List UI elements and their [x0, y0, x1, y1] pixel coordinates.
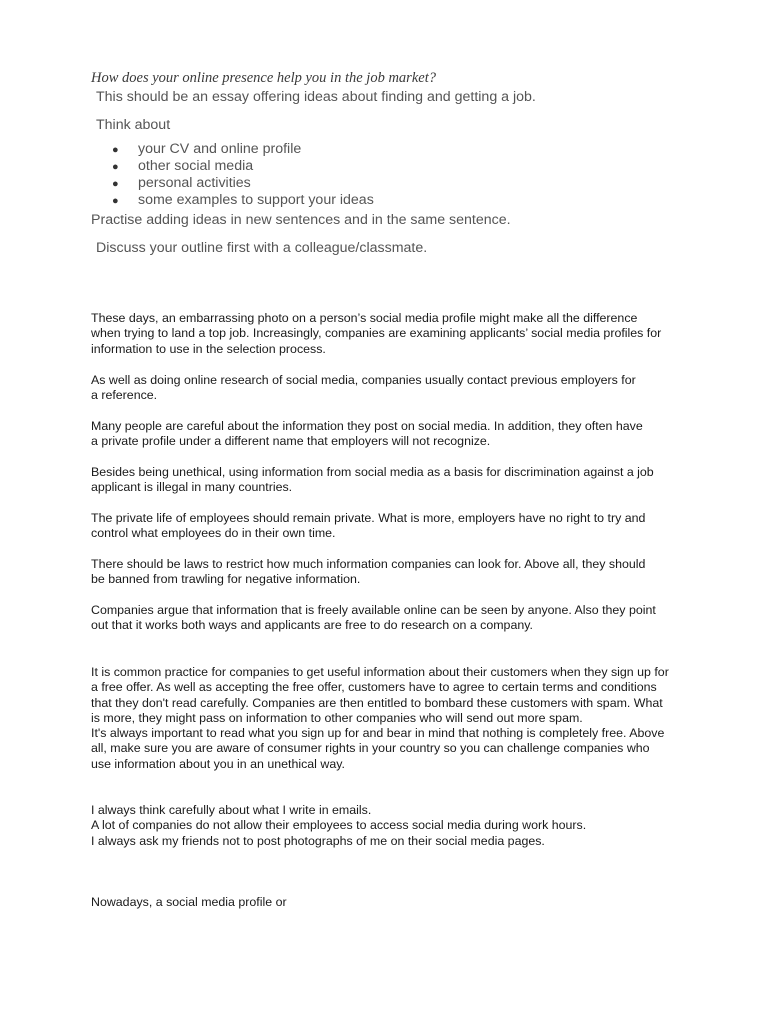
paragraph-line: be banned from trawling for negative information.	[91, 572, 361, 587]
paragraph-line: Many people are careful about the information they post on social media. In addition, they often have	[91, 419, 643, 433]
think-about-list	[112, 141, 374, 209]
paragraph	[91, 603, 711, 634]
paragraph	[91, 665, 711, 772]
paragraph-line: information to use in the selection process.	[91, 341, 326, 356]
practise-instruction: Practise adding ideas in new sentences and in the same sentence.	[91, 212, 511, 228]
paragraph	[91, 895, 711, 910]
paragraph-line: I always think carefully about what I write in emails.	[91, 803, 372, 817]
essay-instruction: This should be an essay offering ideas about finding and getting a job.	[96, 89, 536, 105]
paragraph-line: Companies argue that information that is freely available online can be seen by anyone. Also they point	[91, 603, 656, 617]
paragraph-line: These days, an embarrassing photo on a person’s social media profile might make all the difference	[91, 311, 638, 325]
paragraph-line: I always ask my friends not to post photographs of me on their social media pages.	[91, 833, 545, 848]
paragraph-line: The private life of employees should remain private. What is more, employers have no right to try and	[91, 511, 646, 525]
paragraph-line: control what employees do in their own time.	[91, 526, 336, 541]
paragraph-line: As well as doing online research of social media, companies usually contact previous employers for	[91, 373, 636, 387]
list-item	[112, 175, 374, 192]
list-item-text: other social media	[138, 158, 254, 174]
paragraph-line: that they don't read carefully. Companies are then entitled to bombard these customers with spam. What	[91, 695, 663, 710]
paragraph	[91, 311, 711, 357]
paragraph	[91, 557, 711, 588]
paragraph-line: out that it works both ways and applicants are free to do research on a company.	[91, 618, 533, 633]
list-item	[112, 141, 374, 158]
paragraph-line: a free offer. As well as accepting the free offer, customers have to agree to certain terms and conditions	[91, 680, 657, 695]
paragraph	[91, 373, 711, 404]
paragraph-line: all, make sure you are aware of consumer rights in your country so you can challenge companies who	[91, 741, 650, 756]
paragraph	[91, 803, 711, 849]
list-item-text: your CV and online profile	[138, 141, 302, 157]
bullet-icon: ●	[112, 178, 119, 190]
think-about-label: Think about	[96, 117, 171, 133]
essay-question-heading: How does your online presence help you in the job market?	[91, 70, 436, 86]
paragraph-line: A lot of companies do not allow their employees to access social media during work hours.	[91, 818, 587, 833]
paragraph-line: It is common practice for companies to get useful information about their customers when they sign up for	[91, 665, 669, 679]
paragraph-line: applicant is illegal in many countries.	[91, 480, 293, 495]
paragraph-line: is more, they might pass on information to other companies who will send out more spam.	[91, 710, 583, 725]
list-item-text: personal activities	[138, 175, 251, 191]
paragraph	[91, 511, 711, 542]
paragraph-line: a private profile under a different name that employers will not recognize.	[91, 434, 491, 449]
paragraph-line: It's always important to read what you sign up for and bear in mind that nothing is completely free. Above	[91, 726, 665, 741]
paragraph	[91, 419, 711, 450]
list-item	[112, 192, 374, 209]
paragraph-line: when trying to land a top job. Increasingly, companies are examining applicants’ social media profiles for	[91, 326, 662, 341]
paragraph-line: Nowadays, a social media profile or	[91, 895, 287, 909]
list-item	[112, 158, 374, 175]
paragraph-line: Besides being unethical, using information from social media as a basis for discrimination against a job	[91, 465, 654, 479]
bullet-icon: ●	[112, 144, 119, 156]
discuss-instruction: Discuss your outline first with a colleague/classmate.	[96, 240, 428, 256]
paragraph	[91, 465, 711, 496]
bullet-icon: ●	[112, 195, 119, 207]
paragraph-line: use information about you in an unethical way.	[91, 756, 345, 771]
list-item-text: some examples to support your ideas	[138, 192, 374, 208]
paragraph-line: a reference.	[91, 388, 158, 403]
bullet-icon: ●	[112, 161, 119, 173]
paragraph-line: There should be laws to restrict how much information companies can look for. Above all, they should	[91, 557, 646, 571]
